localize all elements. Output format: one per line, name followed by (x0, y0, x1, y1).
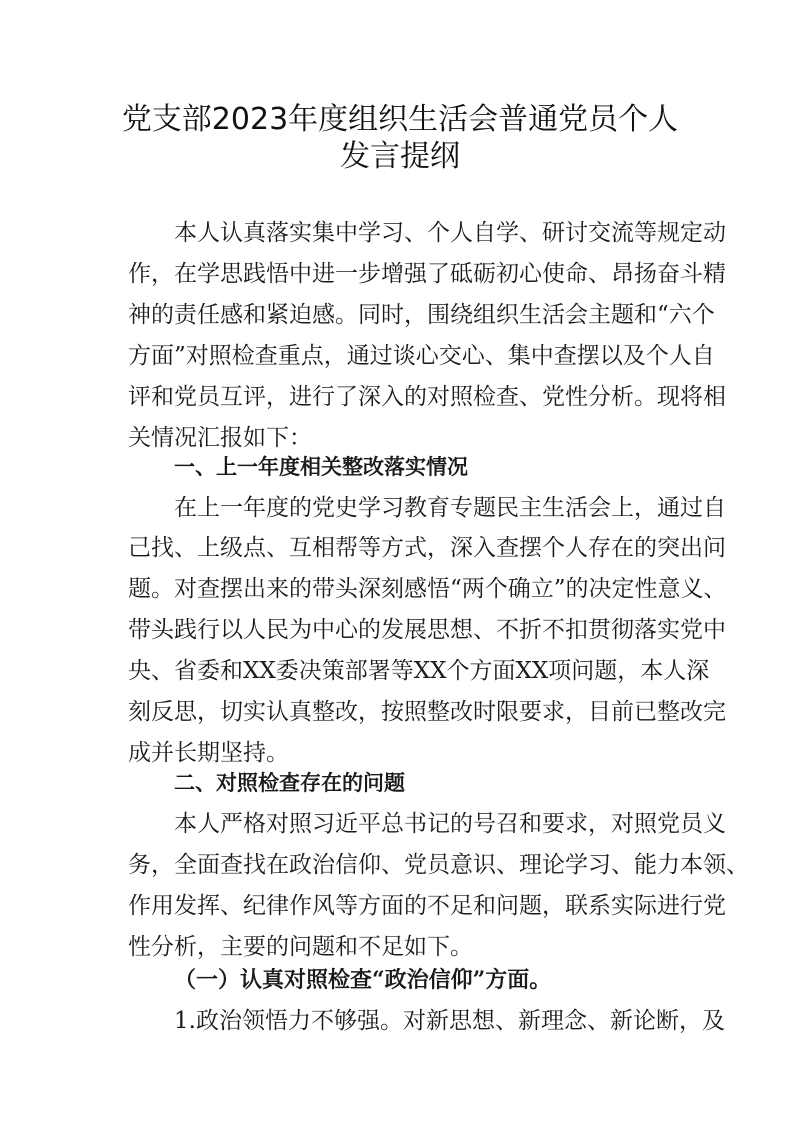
document-title-line-2: 发言提纲 (340, 139, 460, 174)
section-1-heading: 一、上一年度相关整改落实情况 (174, 455, 468, 479)
intro-line-1: 本人认真落实集中学习、个人自学、研讨交流等规定动 (174, 220, 726, 246)
section-2-heading: 二、对照检查存在的问题 (174, 771, 405, 795)
section-2-line-4: 性分析，主要的问题和不足如下。 (128, 934, 473, 960)
section-1-line-7: 成并长期坚持。 (128, 740, 289, 766)
intro-line-5: 评和党员互评，进行了深入的对照检查、党性分析。现将相 (128, 384, 726, 410)
intro-line-2: 作，在学思践悟中进一步增强了砥砺初心使命、昂扬奋斗精 (128, 261, 726, 287)
section-2-line-2: 务，全面查找在政治信仰、党员意识、理论学习、能力本领、 (128, 852, 749, 878)
intro-line-6: 关情况汇报如下： (128, 425, 312, 451)
section-2-line-1: 本人严格对照习近平总书记的号召和要求，对照党员义 (174, 811, 726, 837)
section-1-line-4: 带头践行以人民为中心的发展思想、不折不扣贯彻落实党中 (128, 617, 726, 643)
section-1-line-6: 刻反思，切实认真整改，按照整改时限要求，目前已整改完 (128, 699, 726, 725)
subsection-1-heading: （一）认真对照检查“政治信仰”方面。 (174, 967, 552, 993)
section-1-line-2: 己找、上级点、互相帮等方式，深入查摆个人存在的突出问 (128, 535, 726, 561)
section-1-line-5: 央、省委和XX委决策部署等XX个方面XX项问题，本人深 (128, 658, 710, 684)
item-1-line-1: 1.政治领悟力不够强。对新思想、新理念、新论断，及 (174, 1008, 725, 1034)
intro-line-3: 神的责任感和紧迫感。同时，围绕组织生活会主题和“六个 (128, 302, 715, 328)
section-1-line-1: 在上一年度的党史学习教育专题民主生活会上，通过自 (174, 495, 726, 521)
document-title-line-1: 党支部2023年度组织生活会普通党员个人 (121, 102, 679, 137)
intro-line-4: 方面”对照检查重点，通过谈心交心、集中查摆以及个人自 (128, 343, 715, 369)
section-2-line-3: 作用发挥、纪律作风等方面的不足和问题，联系实际进行党 (128, 893, 726, 919)
section-1-line-3: 题。对查摆出来的带头深刻感悟“两个确立”的决定性意义、 (128, 576, 727, 602)
